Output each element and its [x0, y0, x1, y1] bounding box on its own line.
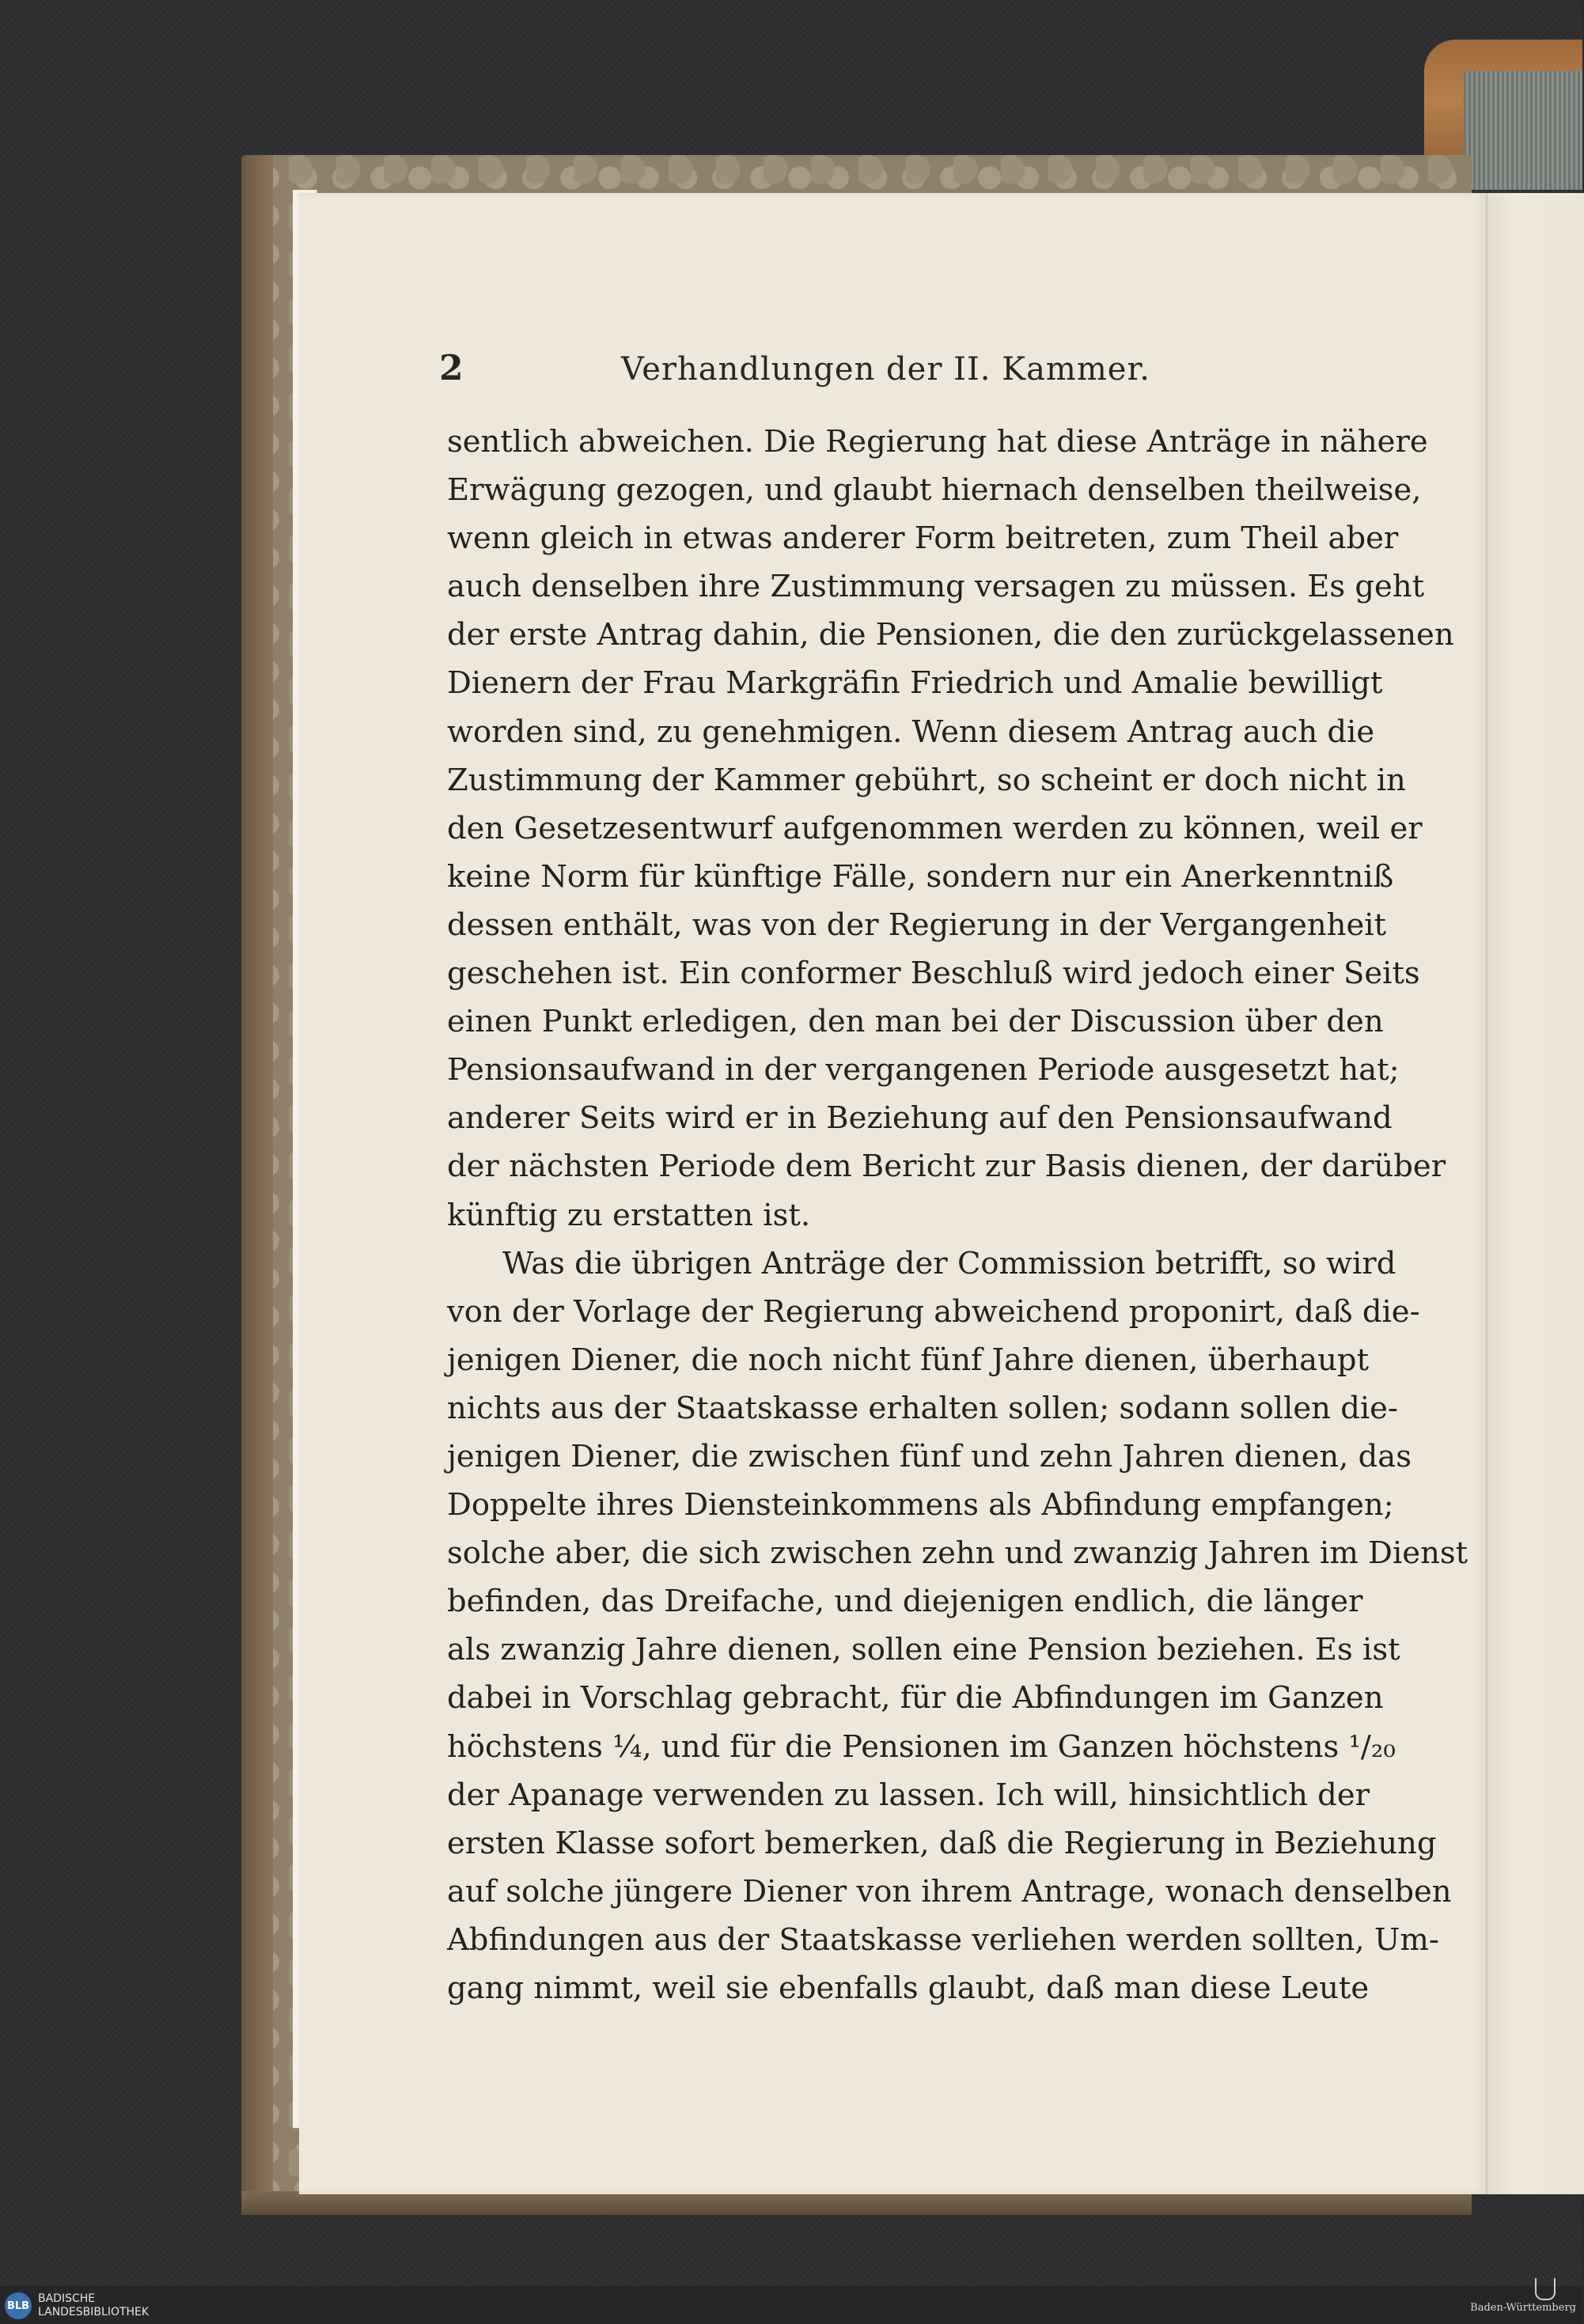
- text-line: Erwägung gezogen, und glaubt hiernach denselben theilweise,: [447, 472, 1422, 509]
- text-line: auch denselben ihre Zustimmung versagen zu müssen. Es geht: [447, 569, 1425, 605]
- body-text: [447, 418, 1468, 2012]
- text-line: Zustimmung der Kammer gebührt, so scheint er doch nicht in: [447, 762, 1406, 798]
- library-name-line1: BADISCHE: [38, 2292, 96, 2305]
- text-line: Was die übrigen Anträge der Commission betrifft, so wird: [502, 1245, 1396, 1281]
- facing-page-edge: [1486, 193, 1584, 2194]
- text-line: Pensionsaufwand in der vergangenen Periode ausgesetzt hat;: [447, 1052, 1400, 1088]
- text-line: solche aber, die sich zwischen zehn und zwanzig Jahren im Dienst: [447, 1535, 1468, 1572]
- text-line: der nächsten Periode dem Bericht zur Basis dienen, der darüber: [447, 1149, 1446, 1185]
- cover-edge-bottom: [241, 2191, 1472, 2215]
- text-line: höchstens ¼, und für die Pensionen im Ganzen höchstens ¹/₂₀: [447, 1728, 1396, 1765]
- text-line: jenigen Diener, die noch nicht fünf Jahre dienen, überhaupt: [447, 1342, 1370, 1378]
- text-line: der Apanage verwenden zu lassen. Ich will, hinsichtlich der: [447, 1777, 1370, 1813]
- text-line: den Gesetzesentwurf aufgenommen werden zu können, weil er: [447, 810, 1423, 846]
- text-line: befinden, das Dreifache, und diejenigen endlich, die länger: [447, 1584, 1363, 1620]
- running-head-title: Verhandlungen der II. Kammer.: [621, 351, 1150, 388]
- text-line: der erste Antrag dahin, die Pensionen, die den zurückgelassenen: [447, 617, 1454, 653]
- running-head: [439, 348, 1151, 388]
- text-line: sentlich abweichen. Die Regierung hat diese Anträge in nähere: [447, 424, 1428, 460]
- text-line: wenn gleich in etwas anderer Form beitreten, zum Theil aber: [447, 520, 1399, 557]
- text-line: worden sind, zu genehmigen. Wenn diesem Antrag auch die: [447, 713, 1375, 750]
- text-line: dessen enthält, was von der Regierung in der Vergangenheit: [447, 907, 1387, 943]
- text-line: Doppelte ihres Diensteinkommens als Abfindung empfangen;: [447, 1487, 1394, 1523]
- text-line: von der Vorlage der Regierung abweichend proponirt, daß die-: [447, 1293, 1420, 1330]
- page-number: 2: [439, 348, 464, 388]
- text-line: künftig zu erstatten ist.: [447, 1197, 811, 1233]
- text-line: als zwanzig Jahre dienen, sollen eine Pension beziehen. Es ist: [447, 1632, 1400, 1668]
- text-line: einen Punkt erledigen, den man bei der Discussion über den: [447, 1004, 1384, 1040]
- text-line: dabei in Vorschlag gebracht, für die Abfindungen im Ganzen: [447, 1680, 1384, 1717]
- text-line: nichts aus der Staatskasse erhalten sollen; sodann sollen die-: [447, 1390, 1398, 1426]
- baden-wuerttemberg-label: Baden-Württemberg: [1470, 2302, 1576, 2314]
- library-name-line2: LANDESBIBLIOTHEK: [38, 2306, 150, 2318]
- text-line: keine Norm für künftige Fälle, sondern nur ein Anerkenntniß: [447, 858, 1394, 895]
- text-line: anderer Seits wird er in Beziehung auf den Pensionsaufwand: [447, 1100, 1393, 1137]
- text-line: ersten Klasse sofort bemerken, daß die Regierung in Beziehung: [447, 1825, 1437, 1861]
- baden-wuerttemberg-crest-icon: [1535, 2278, 1556, 2300]
- cover-edge-left: [241, 155, 273, 2212]
- library-name: [38, 2292, 149, 2319]
- text-line: auf solche jüngere Diener von ihrem Antrage, wonach denselben: [447, 1873, 1452, 1910]
- text-line: geschehen ist. Ein conformer Beschluß wird jedoch einer Seits: [447, 956, 1420, 992]
- footer-bar: [0, 2286, 1582, 2324]
- text-line: gang nimmt, weil sie ebenfalls glaubt, daß man diese Leute: [447, 1970, 1370, 2006]
- text-line: Dienern der Frau Markgräfin Friedrich und Amalie bewilligt: [447, 665, 1383, 702]
- text-line: Abfindungen aus der Staatskasse verliehen werden sollten, Um-: [447, 1921, 1439, 1958]
- library-logo-icon: BLB: [5, 2292, 32, 2319]
- book-page-edges: [1464, 71, 1582, 190]
- text-line: jenigen Diener, die zwischen fünf und zehn Jahren dienen, das: [447, 1438, 1412, 1474]
